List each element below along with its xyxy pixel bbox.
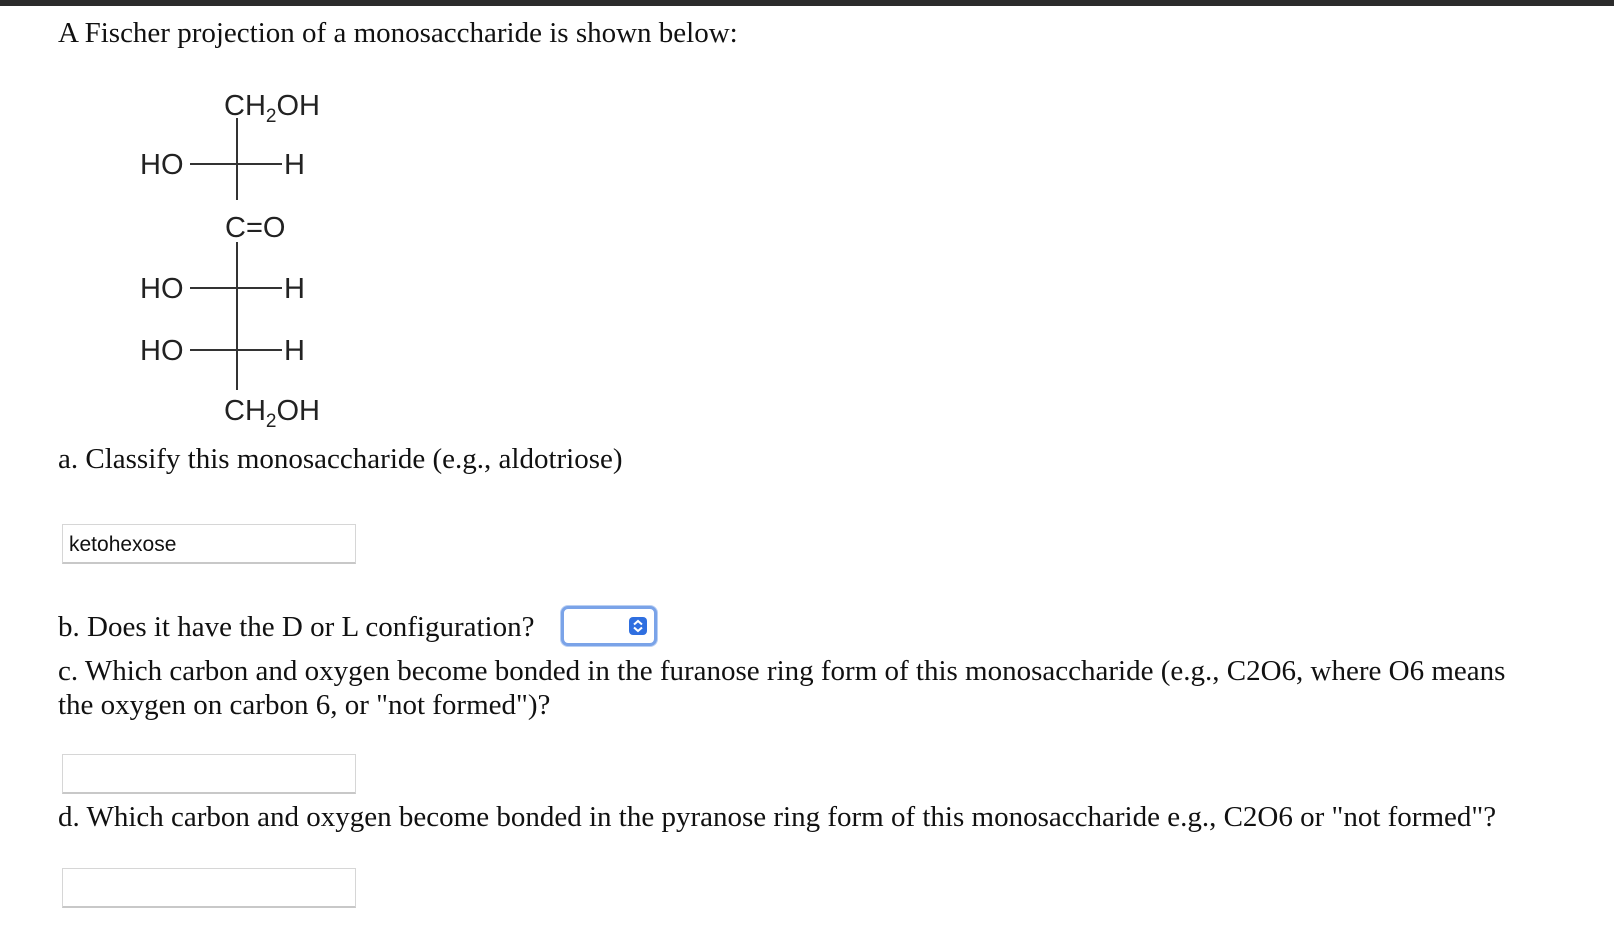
row3-left-label: HO: [140, 273, 184, 305]
row3-right-label: H: [284, 273, 305, 305]
part-a-answer-value: ketohexose: [69, 533, 177, 556]
intro-text: A Fischer projection of a monosaccharide is shown below:: [58, 17, 738, 49]
row1-left-label: HO: [140, 149, 184, 181]
part-c-answer-input[interactable]: [62, 754, 356, 794]
d-or-l-select[interactable]: [561, 606, 657, 646]
part-a-answer-input[interactable]: [62, 524, 356, 564]
row1-right-label: H: [284, 149, 305, 181]
part-a-question: a. Classify this monosaccharide (e.g., aldotriose): [58, 443, 623, 475]
part-c-question-line1: c. Which carbon and oxygen become bonded in the furanose ring form of this monosaccharide (e.g., C2O6, where O6 means: [58, 655, 1506, 687]
bottom-ch2oh-label: $CH_2OH$: [224, 395, 320, 432]
row4-right-label: H: [284, 335, 305, 367]
fischer-projection: [120, 80, 380, 440]
fischer-projection-diagram: [120, 80, 380, 440]
part-d-question: d. Which carbon and oxygen become bonded in the pyranose ring form of this monosaccharide e.g., C2O6 or "not formed"?: [58, 801, 1497, 833]
part-d-answer-input[interactable]: [62, 868, 356, 908]
select-updown-icon: [629, 617, 647, 635]
row4-left-label: HO: [140, 335, 184, 367]
top-ch2oh-label: $CH_2OH$: [224, 90, 320, 127]
part-b-question: b. Does it have the D or L configuration?: [58, 611, 535, 643]
window-top-bar: [0, 0, 1614, 6]
carbonyl-label: C=O: [225, 212, 286, 244]
part-c-question-line2: the oxygen on carbon 6, or "not formed")?: [58, 689, 551, 721]
